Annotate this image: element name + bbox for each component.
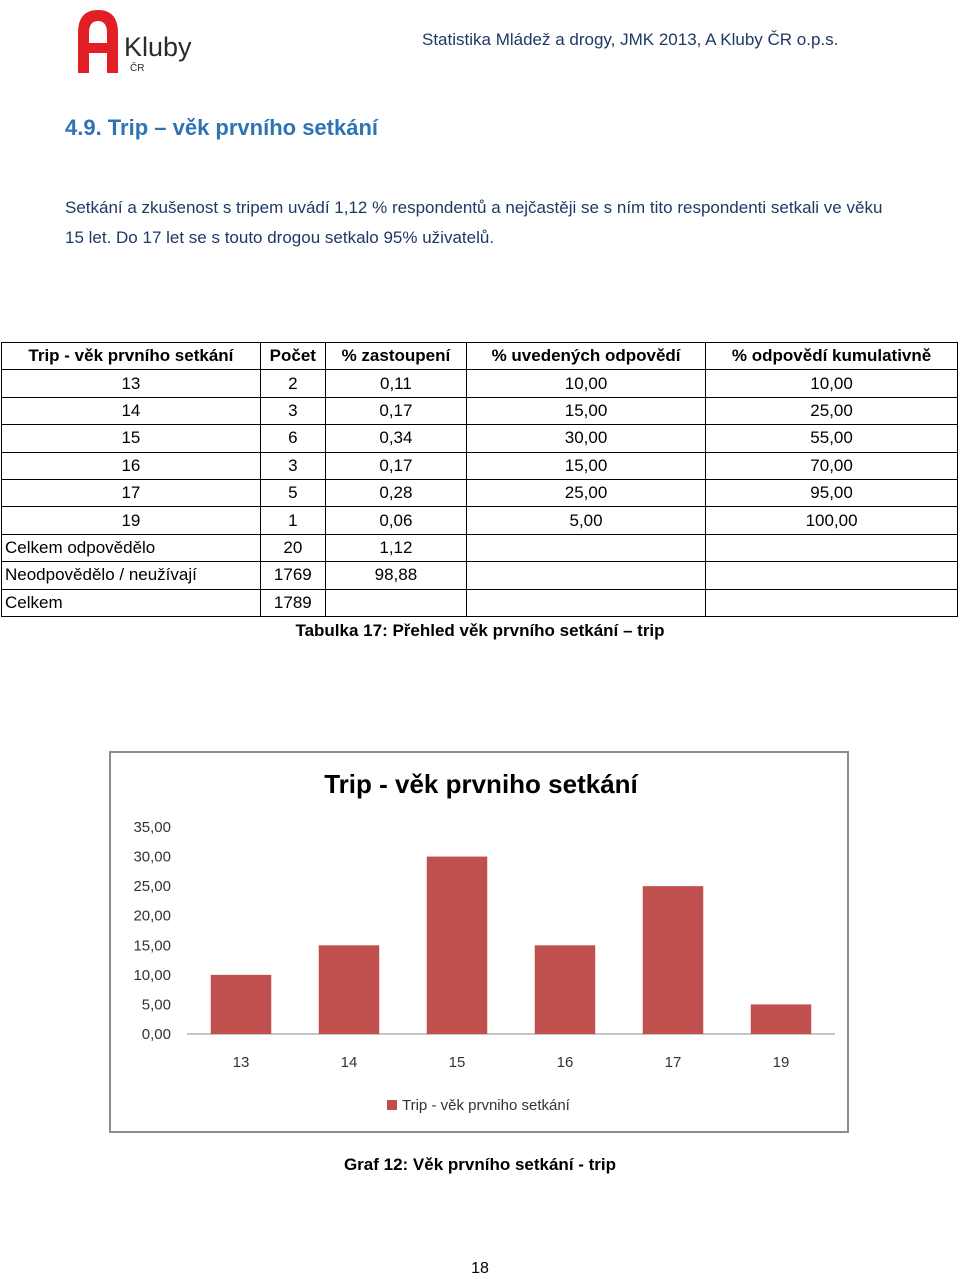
column-header: Počet bbox=[260, 343, 325, 370]
table-cell: 15,00 bbox=[466, 397, 705, 424]
table-summary-row bbox=[2, 534, 958, 561]
y-tick-label: 0,00 bbox=[141, 1026, 171, 1043]
table-cell bbox=[466, 562, 705, 589]
table-cell: 25,00 bbox=[706, 397, 958, 424]
chart-title: Trip - věk prvniho setkání bbox=[324, 769, 638, 799]
y-tick-label: 10,00 bbox=[133, 966, 171, 984]
table-row bbox=[2, 397, 958, 424]
table-cell: 55,00 bbox=[706, 425, 958, 452]
x-tick-label: 14 bbox=[340, 1054, 358, 1071]
table-cell: 1789 bbox=[260, 589, 325, 616]
column-header: % uvedených odpovědí bbox=[466, 343, 705, 370]
table-cell: 2 bbox=[260, 370, 325, 397]
table-cell: Celkem odpovědělo bbox=[2, 534, 261, 561]
table-caption: Tabulka 17: Přehled věk prvního setkání – trip bbox=[295, 621, 665, 640]
table-row bbox=[2, 479, 958, 506]
logo-a-mark bbox=[78, 10, 118, 73]
chart-frame bbox=[109, 751, 849, 1133]
bar bbox=[211, 975, 271, 1034]
intro-paragraph: Setkání a zkušenost s tripem uvádí 1,12 % respondentů a nejčastěji se s ním tito respondenti setkali ve věku 15 let. Do 17 let se s touto drogou setkalo 95% uživatelů. bbox=[65, 198, 883, 247]
y-tick-label: 25,00 bbox=[133, 878, 171, 896]
table-cell bbox=[706, 589, 958, 616]
logo-kluby-text: Kluby bbox=[124, 32, 192, 62]
table-cell: 14 bbox=[2, 397, 261, 424]
kluby-logo bbox=[72, 5, 207, 77]
table-cell: 0,17 bbox=[325, 397, 466, 424]
table-cell: 3 bbox=[260, 452, 325, 479]
table-cell: 5 bbox=[260, 479, 325, 506]
legend-label: Trip - věk prvniho setkání bbox=[402, 1097, 570, 1114]
legend-swatch bbox=[387, 1100, 397, 1110]
section-title: 4.9. Trip – věk prvního setkání bbox=[65, 115, 379, 140]
table-row bbox=[2, 507, 958, 534]
chart-caption: Graf 12: Věk prvního setkání - trip bbox=[343, 1155, 617, 1174]
table-cell: 20 bbox=[260, 534, 325, 561]
table-cell: 95,00 bbox=[706, 479, 958, 506]
column-header: % odpovědí kumulativně bbox=[706, 343, 958, 370]
table-cell: 15 bbox=[2, 425, 261, 452]
table-cell: 16 bbox=[2, 452, 261, 479]
y-tick-label: 30,00 bbox=[133, 848, 171, 866]
table-cell: 19 bbox=[2, 507, 261, 534]
column-header: % zastoupení bbox=[325, 343, 466, 370]
table-cell: 1 bbox=[260, 507, 325, 534]
bar bbox=[427, 857, 487, 1034]
table-cell: 25,00 bbox=[466, 479, 705, 506]
table-cell: 0,28 bbox=[325, 479, 466, 506]
table-cell: 5,00 bbox=[466, 507, 705, 534]
table-cell: 13 bbox=[2, 370, 261, 397]
x-tick-label: 17 bbox=[664, 1054, 682, 1071]
table-row bbox=[2, 370, 958, 397]
y-tick-label: 5,00 bbox=[141, 996, 171, 1014]
table-cell bbox=[466, 534, 705, 561]
table-cell: Neodpovědělo / neužívají bbox=[2, 562, 261, 589]
y-tick-label: 35,00 bbox=[133, 819, 171, 836]
table-cell: 6 bbox=[260, 425, 325, 452]
table-cell: 0,17 bbox=[325, 452, 466, 479]
table-cell: 0,34 bbox=[325, 425, 466, 452]
table-cell: 10,00 bbox=[706, 370, 958, 397]
bar bbox=[751, 1004, 811, 1034]
bar-chart bbox=[111, 753, 847, 1131]
table-cell bbox=[706, 534, 958, 561]
table-cell bbox=[466, 589, 705, 616]
table-cell: 15,00 bbox=[466, 452, 705, 479]
logo-cr-text: ČR bbox=[130, 63, 145, 74]
table-cell: 17 bbox=[2, 479, 261, 506]
x-tick-label: 16 bbox=[556, 1054, 574, 1071]
bar bbox=[643, 886, 703, 1034]
table-row bbox=[2, 425, 958, 452]
table-cell bbox=[706, 562, 958, 589]
table-cell: 0,11 bbox=[325, 370, 466, 397]
table-cell: Celkem bbox=[2, 589, 261, 616]
bar bbox=[319, 945, 379, 1034]
data-table bbox=[1, 342, 958, 617]
column-header: Trip - věk prvního setkání bbox=[2, 343, 261, 370]
table-cell bbox=[325, 589, 466, 616]
x-tick-label: 19 bbox=[772, 1054, 790, 1071]
table-cell: 100,00 bbox=[706, 507, 958, 534]
table-cell: 10,00 bbox=[466, 370, 705, 397]
table-cell: 3 bbox=[260, 397, 325, 424]
x-tick-label: 15 bbox=[448, 1054, 466, 1071]
table-cell: 0,06 bbox=[325, 507, 466, 534]
x-tick-label: 13 bbox=[232, 1054, 250, 1071]
bar bbox=[535, 945, 595, 1034]
table-cell: 30,00 bbox=[466, 425, 705, 452]
page-number: 18 bbox=[471, 1260, 489, 1277]
table-summary-row bbox=[2, 562, 958, 589]
table-cell: 98,88 bbox=[325, 562, 466, 589]
y-tick-label: 15,00 bbox=[133, 937, 171, 955]
table-row bbox=[2, 452, 958, 479]
y-tick-label: 20,00 bbox=[133, 907, 171, 925]
table-cell: 1,12 bbox=[325, 534, 466, 561]
table-summary-row bbox=[2, 589, 958, 616]
table-cell: 70,00 bbox=[706, 452, 958, 479]
table-cell: 1769 bbox=[260, 562, 325, 589]
table-header-row bbox=[2, 343, 958, 370]
document-header-title: Statistika Mládež a drogy, JMK 2013, A Kluby ČR o.p.s. bbox=[422, 30, 839, 49]
